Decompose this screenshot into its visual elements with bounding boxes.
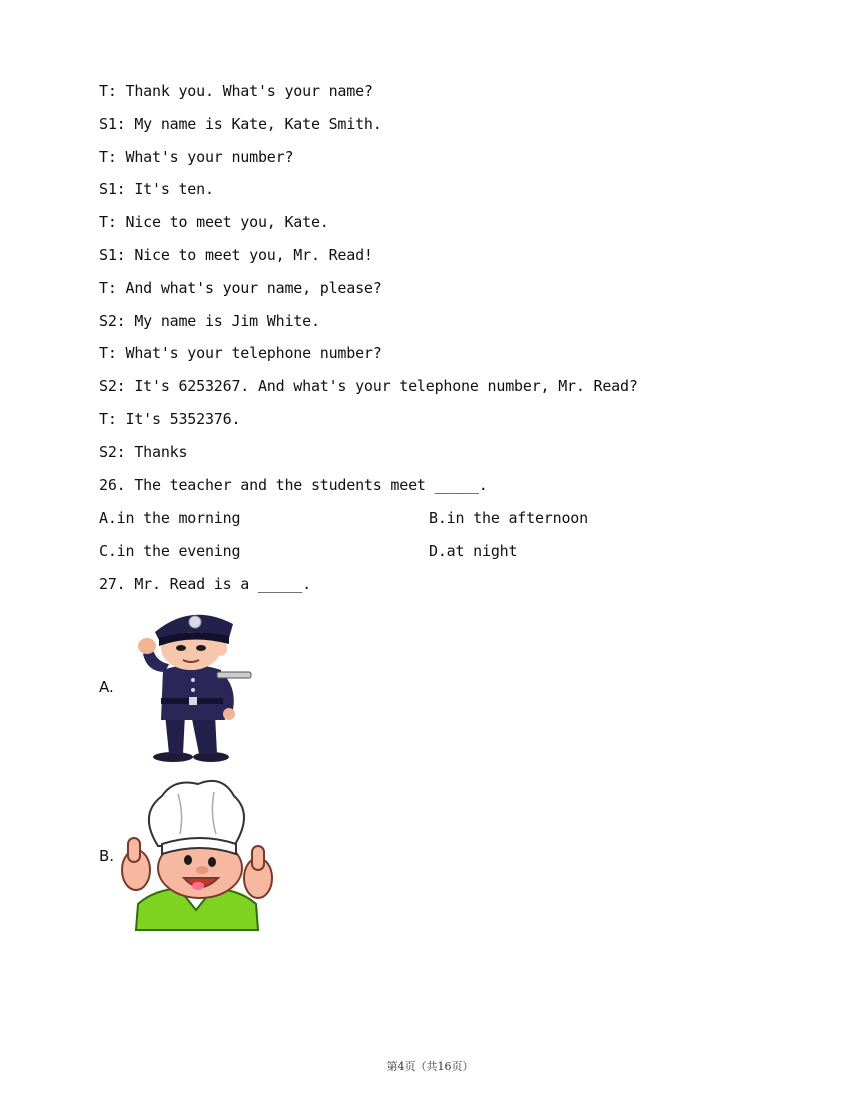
dialogue-line: S2: My name is Jim White.	[99, 312, 320, 330]
dialogue-line: T: Thank you. What's your name?	[99, 82, 373, 100]
page-footer: 第4页（共16页）	[386, 1060, 474, 1073]
dialogue-line: S1: It's ten.	[99, 180, 214, 198]
q26-option-c: C.in the evening	[99, 542, 241, 560]
q26-option-d: D.at night	[429, 542, 518, 560]
dialogue-line: T: What's your number?	[99, 148, 294, 166]
question-26-stem: 26. The teacher and the students meet _____.	[99, 476, 488, 494]
policeman-image	[125, 602, 260, 764]
dialogue-line: T: And what's your name, please?	[99, 279, 382, 297]
dialogue-line: S2: It's 6253267. And what's your telephone number, Mr. Read?	[99, 377, 638, 395]
q26-option-b: B.in the afternoon	[429, 509, 588, 527]
q27-option-b-label: B.	[99, 847, 115, 865]
chef-icon	[118, 774, 276, 934]
dialogue-line: T: What's your telephone number?	[99, 344, 382, 362]
dialogue-line: S1: My name is Kate, Kate Smith.	[99, 115, 382, 133]
policeman-icon	[125, 602, 260, 764]
dialogue-line: T: Nice to meet you, Kate.	[99, 213, 329, 231]
chef-image	[118, 774, 276, 934]
q27-option-a-label: A.	[99, 678, 114, 696]
dialogue-line: S2: Thanks	[99, 443, 188, 461]
dialogue-line: T: It's 5352376.	[99, 410, 241, 428]
q26-option-a: A.in the morning	[99, 509, 241, 527]
question-27-stem: 27. Mr. Read is a _____.	[99, 575, 311, 593]
dialogue-line: S1: Nice to meet you, Mr. Read!	[99, 246, 373, 264]
